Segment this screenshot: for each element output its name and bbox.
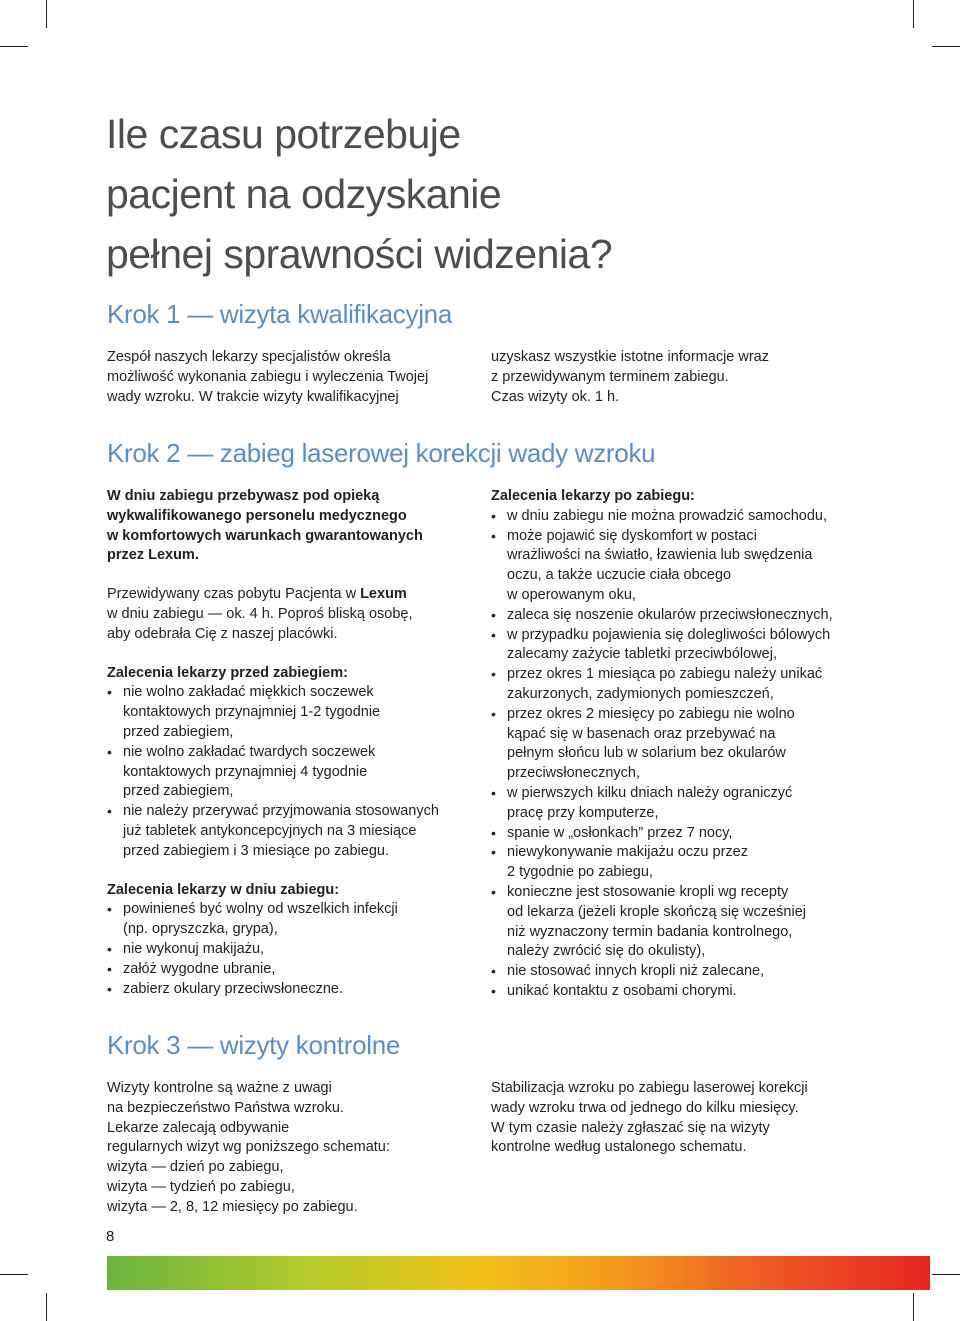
crop-mark	[0, 1274, 28, 1275]
text-line	[107, 585, 477, 605]
brand-name: Lexum	[360, 586, 407, 603]
text-line: 2 tygodnie po zabiegu,	[507, 864, 653, 881]
list-item	[107, 960, 477, 980]
list-item	[107, 743, 477, 802]
text-line: wykwalifikowanego personelu medycznego	[107, 507, 407, 524]
text-line: z przewidywanym terminem zabiegu.	[491, 368, 729, 385]
list-item	[491, 527, 891, 606]
title-line: Ile czasu potrzebuje	[106, 111, 461, 157]
crop-mark	[0, 46, 28, 47]
list-item	[491, 626, 891, 666]
stay-paragraph	[107, 585, 477, 644]
stay-prefix: Przewidywany czas pobytu Pacjenta w	[107, 586, 361, 603]
text-line: • powinieneś być wolny od wszelkich infekcji	[123, 901, 398, 918]
text-line: • unikać kontaktu z osobami chorymi.	[507, 982, 737, 999]
text-line: kontaktowych przynajmniej 1-2 tygodnie	[123, 704, 381, 721]
text-line: • zabierz okulary przeciwsłoneczne.	[123, 980, 344, 997]
text-line: niż wyznaczony termin badania kontrolnego,	[507, 923, 793, 940]
text-line: Lekarze zalecają odbywanie	[107, 1119, 290, 1136]
text-line: kontaktowych przynajmniej 4 tygodnie	[123, 763, 368, 780]
text-line: • może pojawić się dyskomfort w postaci	[507, 527, 757, 544]
text-line: • w dniu zabiegu nie można prowadzić samochodu,	[507, 507, 827, 524]
text-line: • w przypadku pojawienia się dolegliwości bólowych	[507, 626, 831, 643]
list-item	[491, 982, 891, 1002]
text-line: aby odebrała Cię z naszej placówki.	[107, 625, 338, 642]
step2-left-column	[107, 487, 477, 999]
text-line: • konieczne jest stosowanie kropli wg recepty	[507, 883, 789, 900]
list-item	[491, 883, 891, 962]
crop-mark	[46, 1293, 47, 1321]
text-line: Wizyty kontrolne są ważne z uwagi	[107, 1080, 332, 1096]
text-line: na bezpieczeństwo Państwa wzroku.	[107, 1099, 344, 1116]
text-line: (np. opryszczka, grypa),	[123, 921, 278, 938]
after-list	[491, 507, 891, 1002]
after-heading: Zalecenia lekarzy po zabiegu:	[491, 488, 695, 504]
list-item	[491, 665, 891, 705]
text-line: W dniu zabiegu przebywasz pod opieką	[107, 488, 380, 504]
text-line: przed zabiegiem,	[123, 723, 234, 740]
page-number: 8	[106, 1228, 115, 1245]
text-line: oczu, a także uczucie ciała obcego	[507, 567, 732, 584]
crop-mark	[913, 1293, 914, 1321]
crop-mark	[913, 0, 914, 28]
text-line: kąpać się w basenach oraz przebywać na	[507, 725, 776, 742]
step3-heading: Krok 3 — wizyty kontrolne	[107, 1030, 401, 1060]
text-line: • załóż wygodne ubranie,	[123, 960, 276, 977]
step3-right-text	[491, 1079, 891, 1158]
step1-left-text	[107, 348, 477, 407]
list-item	[491, 784, 891, 824]
text-line: pełnym słońcu lub w solarium bez okularów	[507, 745, 786, 762]
intro-paragraph	[107, 487, 477, 566]
text-line: • przez okres 1 miesiąca po zabiegu należy unikać	[507, 666, 823, 683]
text-line: wady wzroku. W trakcie wizyty kwalifikacyjnej	[107, 388, 399, 405]
text-line: zalecamy zażycie tabletki przeciwbólowej,	[507, 646, 777, 663]
text-line: w komfortowych warunkach gwarantowanych	[107, 527, 423, 544]
text-line: • nie wolno zakładać twardych soczewek	[123, 743, 376, 760]
text-line: • nie wykonuj makijażu,	[123, 940, 265, 957]
text-line: zakurzonych, zadymionych pomieszczeń,	[507, 685, 774, 702]
list-item	[107, 802, 477, 861]
title-line: pełnej sprawności widzenia?	[106, 231, 613, 277]
text-line: możliwość wykonania zabiegu i wyleczenia Twojej	[107, 368, 429, 385]
text-line: przez Lexum.	[107, 547, 199, 564]
text-line: • spanie w „osłonkach” przez 7 nocy,	[507, 824, 733, 841]
gradient-bar	[107, 1256, 930, 1290]
text-line: regularnych wizyt wg poniższego schematu:	[107, 1139, 390, 1156]
text-line: wady wzroku trwa od jednego do kilku miesięcy.	[491, 1099, 799, 1116]
list-item	[107, 683, 477, 742]
crop-mark	[46, 0, 47, 28]
text-line: Stabilizacja wzroku po zabiegu laserowej korekcji	[491, 1080, 808, 1096]
text-line: • nie stosować innych kropli niż zalecane,	[507, 963, 765, 980]
crop-mark	[932, 1274, 960, 1275]
text-line: • w pierwszych kilku dniach należy ograniczyć	[507, 784, 793, 801]
crop-mark	[932, 46, 960, 47]
text-line: • niewykonywanie makijażu oczu przez	[507, 844, 748, 861]
text-line: już tabletek antykoncepcyjnych na 3 miesiące	[123, 822, 417, 839]
text-line: wizyta — 2, 8, 12 miesięcy po zabiegu.	[107, 1198, 358, 1215]
text-line: przed zabiegiem,	[123, 783, 234, 800]
before-list	[107, 683, 477, 861]
text-line: przeciwsłonecznych,	[507, 765, 640, 782]
text-line: przed zabiegiem i 3 miesiące po zabiegu.	[123, 842, 389, 859]
text-line: w operowanym oku,	[507, 586, 636, 603]
list-item	[107, 940, 477, 960]
step1-right-text	[491, 348, 891, 407]
text-line: W tym czasie należy zgłaszać się na wizyty	[491, 1119, 770, 1136]
text-line: • przez okres 2 miesięcy po zabiegu nie wolno	[507, 705, 795, 722]
list-item	[107, 980, 477, 1000]
text-line: pracę przy komputerze,	[507, 804, 659, 821]
step3-left-text	[107, 1079, 477, 1218]
text-line: uzyskasz wszystkie istotne informacje wraz	[491, 349, 769, 365]
text-line: Zespół naszych lekarzy specjalistów określa	[107, 349, 391, 365]
text-line: • nie należy przerywać przyjmowania stosowanych	[123, 803, 439, 820]
text-line: • nie wolno zakładać miękkich soczewek	[123, 684, 374, 701]
title-line: pacjent na odzyskanie	[106, 171, 502, 217]
step1-heading: Krok 1 — wizyta kwalifikacyjna	[107, 299, 452, 329]
list-item	[491, 507, 891, 527]
before-heading: Zalecenia lekarzy przed zabiegiem:	[107, 664, 348, 681]
list-item	[491, 962, 891, 982]
text-line: • zaleca się noszenie okularów przeciwsłonecznych,	[507, 606, 833, 623]
text-line: wrażliwości na światło, łzawienia lub swędzenia	[507, 547, 813, 564]
text-line: należy zwrócić się do okulisty),	[507, 943, 706, 960]
list-item	[491, 843, 891, 883]
list-item	[107, 900, 477, 940]
day-list	[107, 900, 477, 999]
step2-heading: Krok 2 — zabieg laserowej korekcji wady wzroku	[107, 438, 656, 468]
page-title	[106, 104, 726, 284]
list-item	[491, 824, 891, 844]
text-line: Czas wizyty ok. 1 h.	[491, 388, 620, 405]
day-heading: Zalecenia lekarzy w dniu zabiegu:	[107, 881, 340, 898]
list-item	[491, 606, 891, 626]
text-line: kontrolne według ustalonego schematu.	[491, 1139, 747, 1156]
step2-right-column	[491, 487, 891, 1002]
text-line: wizyta — tydzień po zabiegu,	[107, 1178, 295, 1195]
text-line: w dniu zabiegu — ok. 4 h. Poproś bliską osobę,	[107, 605, 413, 622]
text-line: od lekarza (jeżeli krople skończą się wcześniej	[507, 903, 806, 920]
list-item	[491, 705, 891, 784]
text-line: wizyta — dzień po zabiegu,	[107, 1159, 284, 1176]
